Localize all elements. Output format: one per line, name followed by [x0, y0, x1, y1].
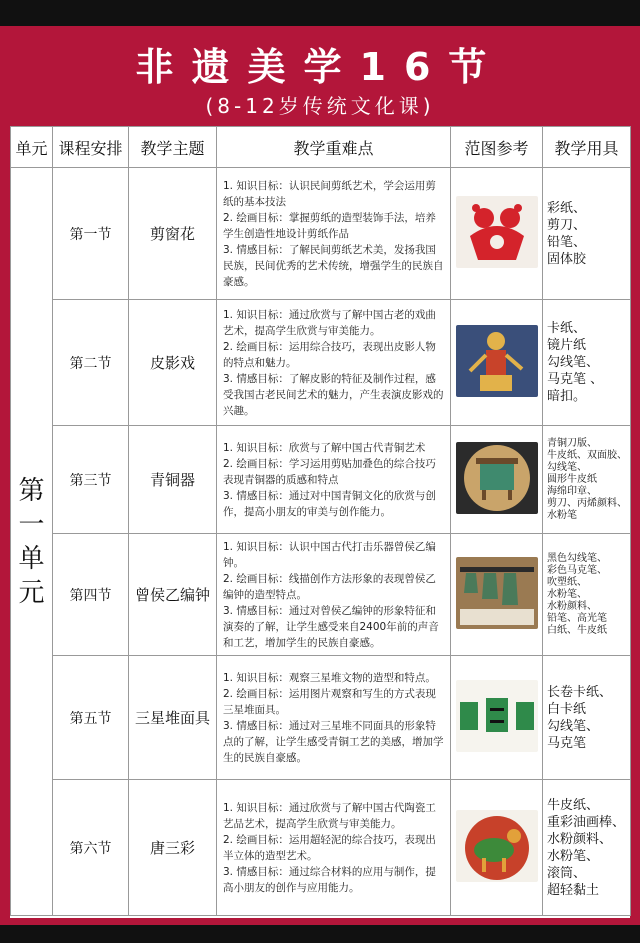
page-background [0, 26, 640, 925]
key-point: 2. 绘画目标：线描创作方法形象的表现曾侯乙编钟的造型特点。 [223, 572, 436, 601]
unit-char: 单 [18, 543, 45, 574]
tools-cell [543, 534, 631, 656]
key-points-cell [217, 780, 451, 916]
key-point: 3. 情感目标：了解皮影的特征及制作过程，感受我国古老民间艺术的魅力，产生表演皮影戏的兴趣。 [223, 372, 444, 417]
key-point: 2. 绘画目标：运用综合技巧，表现出皮影人物的特点和魅力。 [223, 340, 436, 369]
key-point: 2. 绘画目标：运用图片观察和写生的方式表现三星堆面具。 [223, 687, 436, 716]
tool-item: 滚筒、 [547, 865, 587, 881]
unit-char: 第 [18, 475, 45, 506]
reference-cell [451, 534, 543, 656]
reference-cell [451, 300, 543, 426]
reference-cell [451, 656, 543, 780]
header-tools: 教学用具 [543, 127, 631, 168]
tool-item: 白卡纸 [547, 701, 587, 717]
tool-item: 勾线笔、 [547, 718, 600, 734]
tool-item: 圆形牛皮纸 [547, 473, 597, 485]
key-point: 2. 绘画目标：学习运用剪贴加叠色的综合技巧表现青铜器的质感和特点 [223, 457, 436, 486]
table-header-row [11, 127, 631, 168]
topic-cell: 唐三彩 [129, 780, 217, 916]
tool-item: 剪刀、 [547, 217, 587, 233]
topic-cell: 三星堆面具 [129, 656, 217, 780]
tool-item: 青铜刀版、 [547, 437, 597, 449]
tool-item: 水粉颜料、 [547, 600, 597, 612]
reference-cell [451, 426, 543, 534]
reference-cell [451, 780, 543, 916]
lesson-cell: 第四节 [53, 534, 129, 656]
key-points-cell [217, 534, 451, 656]
tool-item: 水粉笔、 [547, 588, 587, 600]
lesson-cell: 第六节 [53, 780, 129, 916]
key-point: 2. 绘画目标：掌握剪纸的造型装饰手法，培养学生创造性地设计剪纸作品 [223, 211, 436, 240]
header-schedule: 课程安排 [53, 127, 129, 168]
key-points-cell [217, 168, 451, 300]
key-point: 1. 知识目标：认识民间剪纸艺术，学会运用剪纸的基本技法 [223, 179, 436, 208]
tool-item: 重彩油画棒、 [547, 814, 626, 830]
key-point: 3. 情感目标：通过综合材料的应用与制作，提高小朋友的创作与应用能力。 [223, 865, 436, 894]
course-table [10, 126, 631, 916]
tool-item: 彩色马克笔、 [547, 564, 607, 576]
reference-cell [451, 168, 543, 300]
tool-item: 彩纸、 [547, 200, 587, 216]
header-topic: 教学主题 [129, 127, 217, 168]
tool-item: 黑色勾线笔、 [547, 552, 607, 564]
key-points-cell [217, 300, 451, 426]
tool-item: 镜片纸 [547, 338, 587, 353]
tool-item: 水粉颜料、 [547, 831, 613, 847]
unit-char: 元 [18, 577, 45, 608]
key-point: 1. 知识目标：欣赏与了解中国古代青铜艺术 [223, 441, 426, 454]
tool-item: 牛皮纸、双面胶、 [547, 449, 627, 461]
lesson-cell: 第三节 [53, 426, 129, 534]
lesson-cell: 第五节 [53, 656, 129, 780]
key-point: 3. 情感目标：了解民间剪纸艺术美，发扬我国民族，民间优秀的艺术传统，增强学生的民族自豪感。 [223, 243, 444, 288]
tool-item: 勾线笔、 [547, 461, 587, 473]
table-row [11, 168, 631, 300]
tool-item: 白纸、牛皮纸 [547, 624, 607, 636]
tool-item: 吹塑纸、 [547, 576, 587, 588]
tool-item: 超轻黏土 [547, 882, 600, 898]
course-sheet [10, 126, 630, 918]
key-point: 1. 知识目标：通过欣赏与了解中国古老的戏曲艺术，提高学生欣赏与审美能力。 [223, 308, 436, 337]
key-point: 1. 知识目标：观察三星堆文物的造型和特点。 [223, 671, 436, 684]
tang-sancai-image [456, 810, 538, 882]
tool-item: 铅笔、高光笔 [547, 612, 607, 624]
key-point: 3. 情感目标：通过对曾侯乙编钟的形象特征和演奏的了解，让学生感受来自2400年前的声音和工艺，增加学生的民族自豪感。 [223, 604, 439, 649]
tools-cell [543, 168, 631, 300]
key-point: 1. 知识目标：认识中国古代打击乐器曾侯乙编钟。 [223, 540, 436, 569]
unit-cell [11, 168, 53, 916]
papercut-image [456, 196, 538, 268]
bronze-ware-image [456, 442, 538, 514]
tool-item: 海绵印章、 [547, 485, 597, 497]
table-row [11, 656, 631, 780]
tool-item: 马克笔 、 [547, 372, 604, 387]
page-title: 非遗美学16节 [135, 45, 505, 89]
key-points-cell [217, 656, 451, 780]
tools-cell [543, 300, 631, 426]
tool-item: 剪刀、丙烯颜料、 [547, 497, 627, 509]
page-subtitle: (8-12岁传统文化课) [205, 94, 435, 118]
tools-cell [543, 656, 631, 780]
table-row [11, 534, 631, 656]
topic-cell: 曾侯乙编钟 [129, 534, 217, 656]
tool-item: 水粉笔、 [547, 848, 600, 864]
key-point: 2. 绘画目标：运用超轻泥的综合技巧，表现出半立体的造型艺术。 [223, 833, 436, 862]
table-row [11, 426, 631, 534]
header-unit: 单元 [11, 127, 53, 168]
lesson-cell: 第一节 [53, 168, 129, 300]
lesson-cell: 第二节 [53, 300, 129, 426]
tool-item: 暗扣。 [547, 389, 587, 404]
tool-item: 卡纸、 [547, 321, 587, 336]
tool-item: 固体胶 [547, 251, 587, 267]
table-row [11, 780, 631, 916]
topic-cell: 青铜器 [129, 426, 217, 534]
topic-cell: 皮影戏 [129, 300, 217, 426]
tool-item: 勾线笔、 [547, 355, 600, 370]
key-points-cell [217, 426, 451, 534]
key-point: 1. 知识目标：通过欣赏与了解中国古代陶瓷工艺品艺术，提高学生欣赏与审美能力。 [223, 801, 436, 830]
tool-item: 马克笔 [547, 735, 587, 751]
topic-cell: 剪窗花 [129, 168, 217, 300]
shadow-puppet-image [456, 325, 538, 397]
unit-char: 一 [18, 509, 45, 540]
tool-item: 水粉笔 [547, 509, 577, 521]
header-reference: 范图参考 [451, 127, 543, 168]
key-point: 3. 情感目标：通过对中国青铜文化的欣赏与创作，提高小朋友的审美与创作能力。 [223, 489, 436, 518]
tool-item: 长卷卡纸、 [547, 684, 613, 700]
bianzhong-bells-image [456, 557, 538, 629]
tool-item: 牛皮纸、 [547, 797, 600, 813]
tool-item: 铅笔、 [547, 234, 587, 250]
header-key-points: 教学重难点 [217, 127, 451, 168]
key-point: 3. 情感目标：通过对三星堆不同面具的形象特点的了解，让学生感受青铜工艺的美感，增加学生的民族自豪感。 [223, 719, 444, 764]
unit-label [11, 474, 52, 610]
tools-cell [543, 426, 631, 534]
tools-cell [543, 780, 631, 916]
table-row [11, 300, 631, 426]
sanxingdui-mask-image [456, 680, 538, 752]
